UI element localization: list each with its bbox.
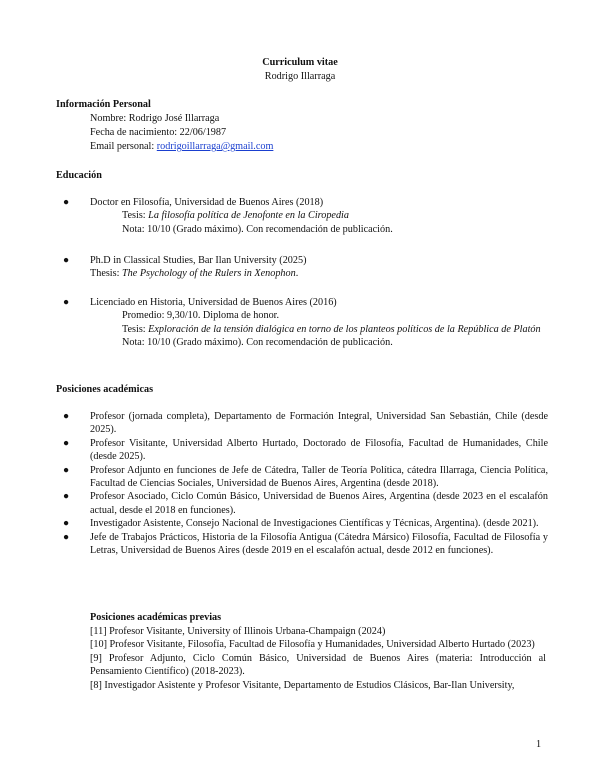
list-item: ● Profesor Visitante, Universidad Alberto Hurtado, Doctorado de Filosofía, Facultad de Humanidades, Chile (desde 2025). [63, 437, 548, 463]
bullet-icon: ● [63, 464, 70, 476]
degree-title: Licenciado en Historia, Universidad de Buenos Aires (2016) [90, 297, 337, 308]
list-item: ● Profesor Adjunto en funciones de Jefe de Cátedra, Taller de Teoría Política, cátedra Illarraga, Ciencia Política, Facultad de Ciencias Sociales, Universidad de Buenos Aires, Argentina (desde 2018). [63, 464, 548, 490]
educacion-item-2 [56, 254, 548, 281]
degree-nota: Nota: 10/10 (Grado máximo). Con recomendación de publicación. [122, 337, 393, 349]
bullet-icon: ● [63, 518, 70, 530]
bullet-icon: ● [63, 491, 70, 503]
cv-title: Curriculum vitae [262, 57, 338, 68]
educacion-item-1 [56, 196, 548, 236]
personal-heading: Información Personal [56, 99, 151, 110]
previas-list [90, 625, 546, 692]
page-number: 1 [536, 739, 542, 750]
degree-tesis: Thesis: The Psychology of the Rulers in Xenophon. [90, 268, 299, 280]
degree-promedio: Promedio: 9,30/10. Diploma de honor. [122, 310, 280, 322]
list-item: [10] Profesor Visitante, Filosofía, Facultad de Filosofía y Humanidades, Universidad Alberto Hurtado (2023) [90, 639, 535, 651]
list-item [56, 296, 548, 350]
degree-tesis: Tesis: Exploración de la tensión dialógica en torno de los planteos políticos de la República de Platón [122, 323, 541, 335]
bullet-icon: ● [63, 197, 70, 208]
educacion-item-3 [56, 296, 548, 350]
bullet-icon: ● [63, 411, 70, 422]
degree-nota: Nota: 10/10 (Grado máximo). Con recomendación de publicación. [122, 223, 393, 235]
posiciones-list [56, 410, 548, 557]
list-item [56, 254, 548, 281]
list-item: [11] Profesor Visitante, University of Illinois Urbana-Champaign (2024) [90, 626, 386, 637]
email-link[interactable]: rodrigoillarraga@gmail.com [156, 141, 274, 152]
degree-tesis: Tesis: La filosofía política de Jenofonte en la Ciropedia [122, 210, 349, 222]
personal-nombre: Nombre: Rodrigo José Illarraga [90, 113, 220, 124]
list-item [56, 196, 548, 236]
list-item: [9] Profesor Adjunto, Ciclo Común Básico, Universidad de Buenos Aires (materia: Introducción al Pensamiento Científico) (2018-2023). [90, 652, 546, 678]
bullet-icon: ● [63, 437, 70, 449]
list-item: ● Profesor (jornada completa), Departamento de Formación Integral, Universidad San Sebastián, Chile (desde 2025). [63, 411, 548, 436]
degree-title: Ph.D in Classical Studies, Bar Ilan University (2025) [90, 255, 307, 266]
personal-email [90, 140, 273, 153]
educacion-heading: Educación [56, 170, 102, 181]
list-item: [8] Investigador Asistente y Profesor Visitante, Departamento de Estudios Clásicos, Bar-Ilan University, [90, 679, 515, 691]
list-item: ● Profesor Asociado, Ciclo Común Básico, Universidad de Buenos Aires, Argentina (desde 2023 en el escalafón actual, desde el 2018 en funciones). [63, 491, 548, 516]
degree-title: Doctor en Filosofía, Universidad de Buenos Aires (2018) [90, 197, 324, 208]
bullet-icon: ● [63, 531, 70, 543]
list-item: ● Jefe de Trabajos Prácticos, Historia de la Filosofía Antigua (Cátedra Mársico) Filosofía, Facultad de Filosofía y Letras, Universidad de Buenos Aires (desde 2019 en el escalafón actual, desde 2012 en funciones). [63, 531, 548, 557]
previas-heading: Posiciones académicas previas [90, 612, 222, 623]
list-item: ● Investigador Asistente, Consejo Nacional de Investigaciones Científicas y Técnicas, Argentina). (desde 2021). [63, 518, 539, 530]
bullet-icon: ● [63, 297, 70, 308]
personal-fecha: Fecha de nacimiento: 22/06/1987 [90, 127, 227, 138]
bullet-icon: ● [63, 255, 70, 266]
posiciones-heading: Posiciones académicas [56, 384, 154, 395]
cv-name: Rodrigo Illarraga [264, 71, 336, 82]
email-label: Email personal: [90, 141, 157, 152]
